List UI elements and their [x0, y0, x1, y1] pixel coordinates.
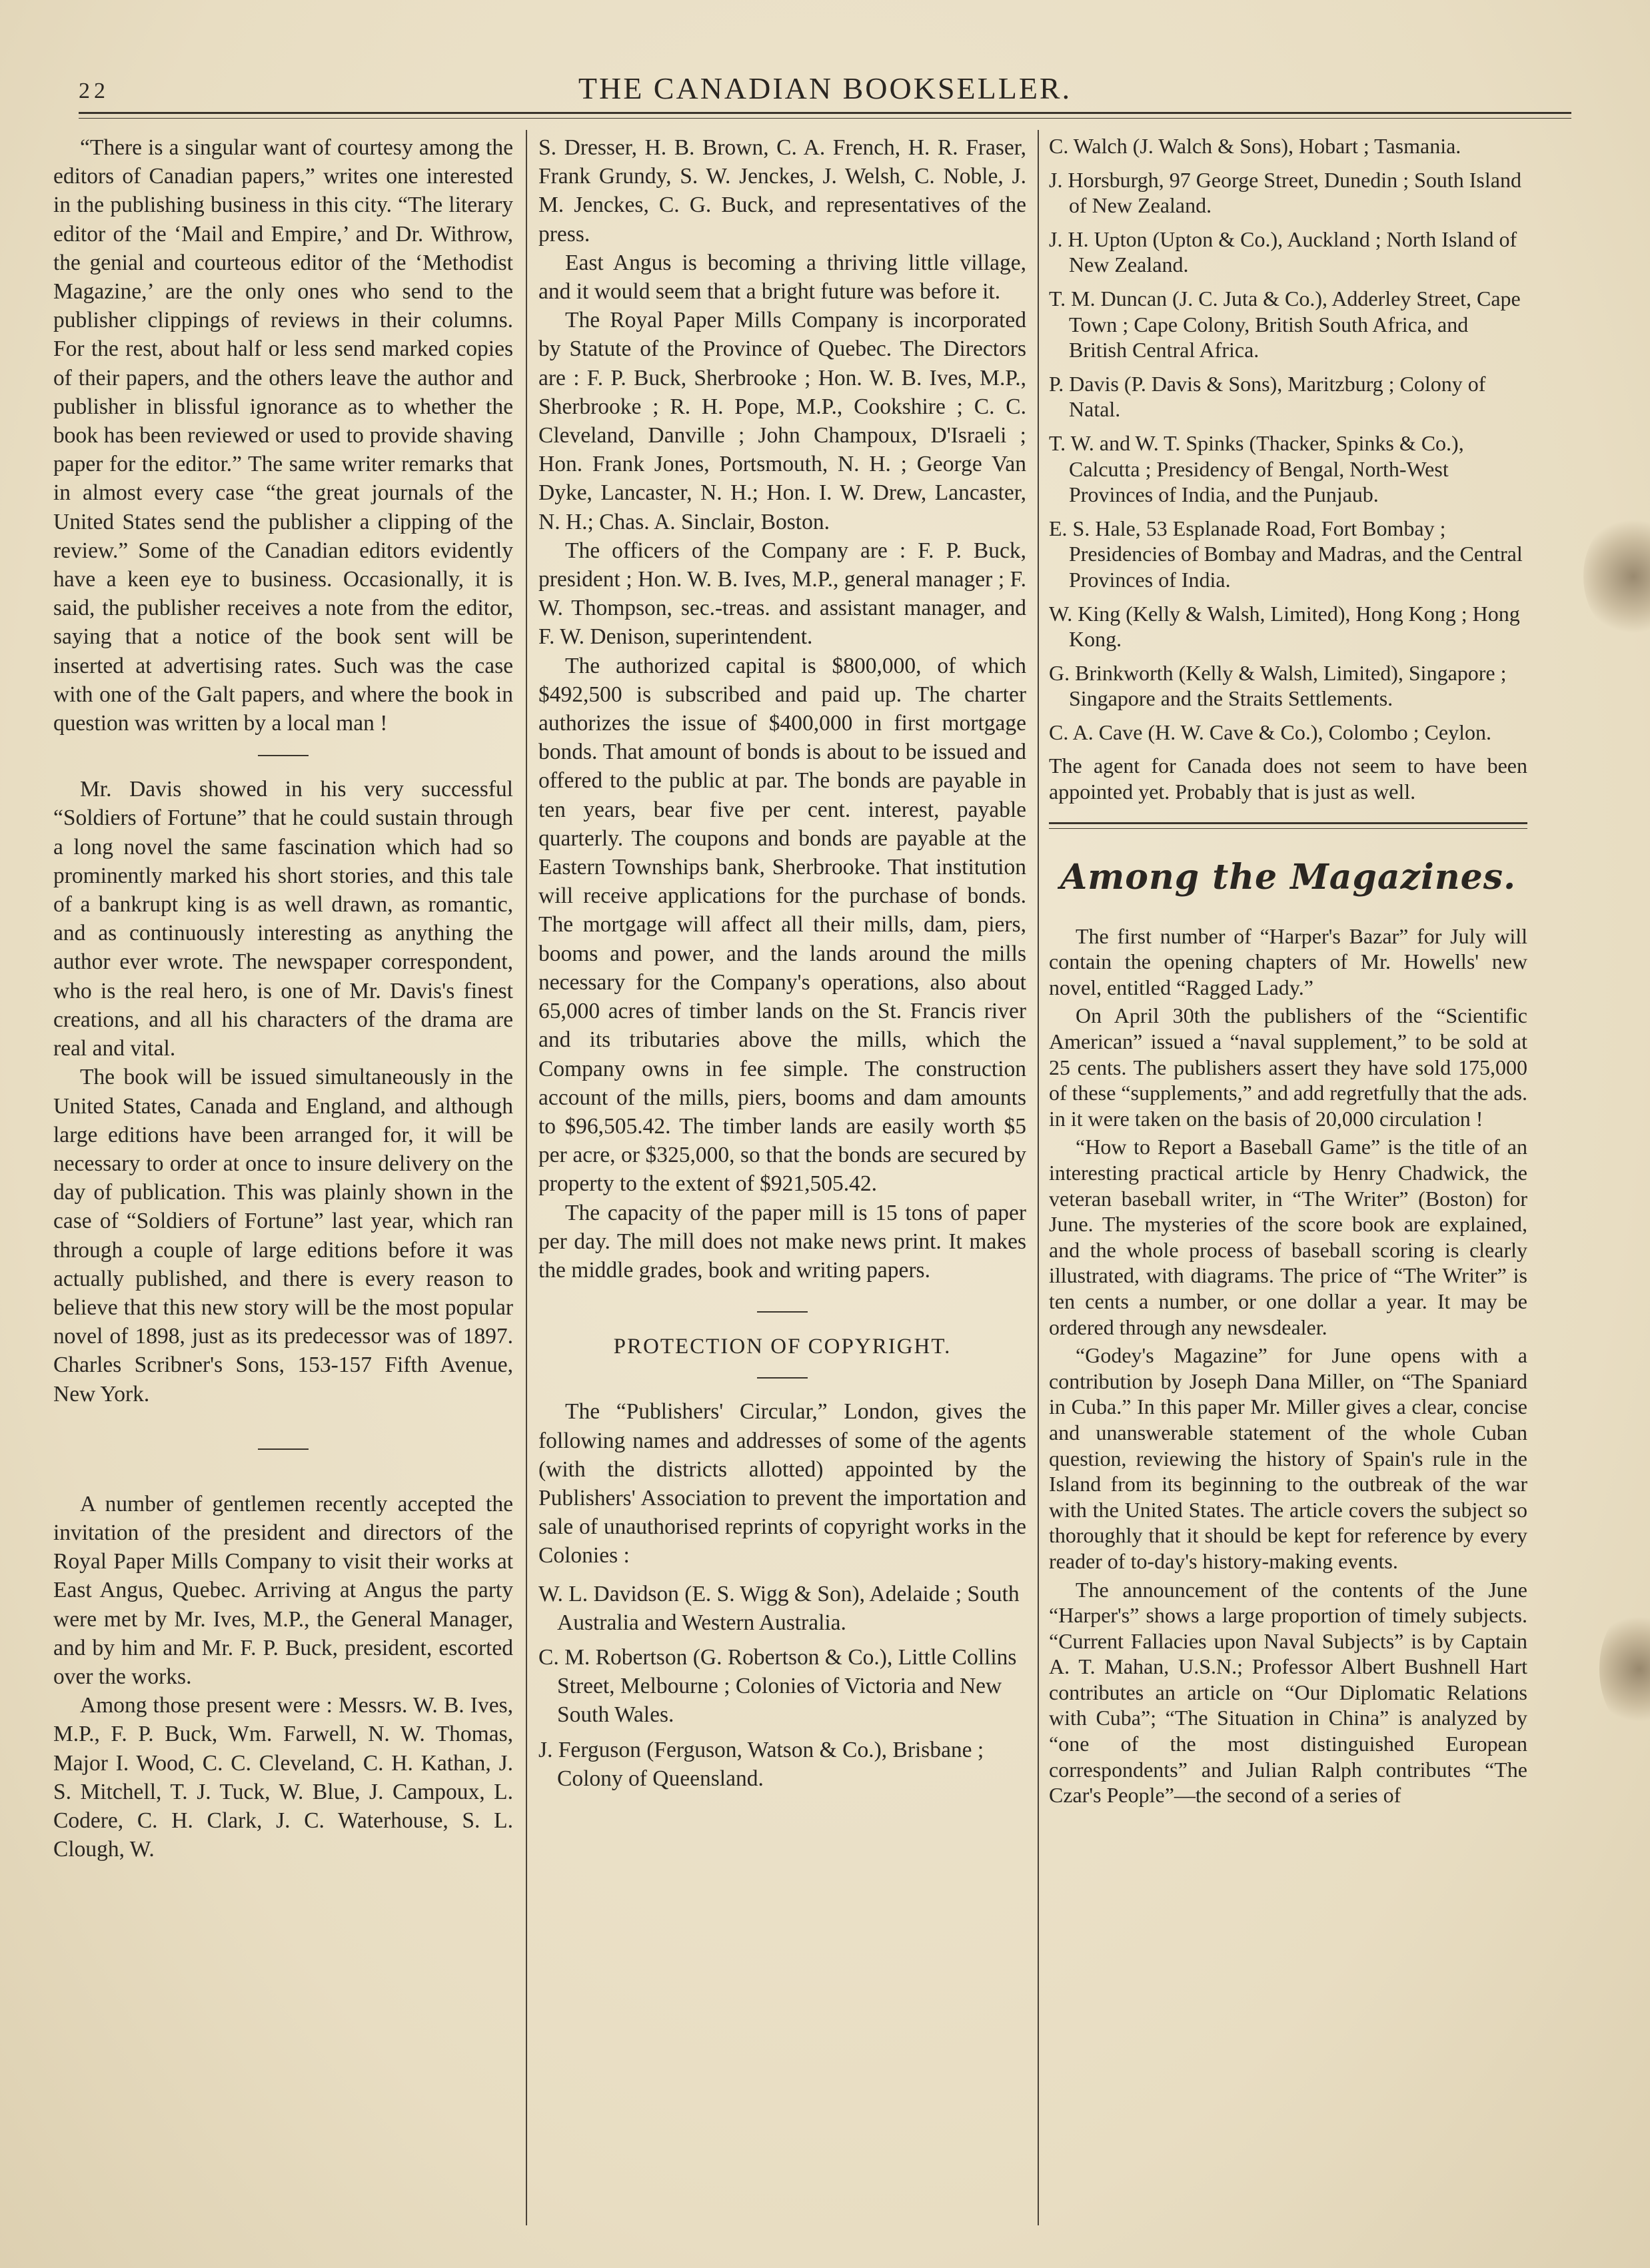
section-title-copyright: PROTECTION OF COPYRIGHT.	[613, 1335, 952, 1359]
paragraph: East Angus is becoming a thriving little village, and it would seem that a bright future was before it.	[538, 250, 1026, 304]
paragraph: The officers of the Company are : F. P. Buck, president ; Hon. W. B. Ives, M.P., general manager ; F. W. Thompson, sec.-treas. and assistant manager, and F. W. Denison, superintendent.	[538, 538, 1026, 650]
agent-entry: P. Davis (P. Davis & Sons), Maritzburg ; Colony of Natal.	[1049, 371, 1486, 422]
agent-entry: J. H. Upton (Upton & Co.), Auckland ; North Island of New Zealand.	[1049, 227, 1517, 277]
agent-entry: E. S. Hale, 53 Esplanade Road, Fort Bombay ; Presidencies of Bombay and Madras, and the Central Provinces of India.	[1049, 516, 1523, 592]
paragraph: The “Publishers' Circular,” London, gives the following names and addresses of some of the agents (with the districts allotted) appointed by the Publishers' Association to prevent the importation and sale of unauthorised reprints of copyright works in the Colonies :	[538, 1399, 1026, 1568]
paragraph: “How to Report a Baseball Game” is the title of an interesting practical article by Henry Chadwick, the veteran baseball writer, in “The Writer” (Boston) for June. The mysteries of the score book are explained, and the whole process of baseball scoring is clearly illustrated, with diagrams. The price of “The Writer” is ten cents a number, or one dollar a year. It may be ordered through any newsdealer.	[1049, 1135, 1527, 1339]
column-right	[1049, 133, 1527, 2219]
column-middle	[538, 133, 1026, 2219]
agent-entry: T. M. Duncan (J. C. Juta & Co.), Adderley Street, Cape Town ; Cape Colony, British South Africa, and British Central Africa.	[1049, 286, 1521, 362]
paragraph: The Royal Paper Mills Company is incorporated by Statute of the Province of Quebec. The Directors are : F. P. Buck, Sherbrooke ; Hon. W. B. Ives, M.P., Sherbrooke ; R. H. Pope, M.P., Cookshire ; C. C. Cleveland, Danville ; John Champoux, D'Israeli ; Hon. Frank Jones, Portsmouth, N. H. ; George Van Dyke, Lancaster, N. H.; Hon. I. W. Drew, Lancaster, N. H.; Chas. A. Sinclair, Boston.	[538, 308, 1026, 534]
section-rule-thin	[1049, 828, 1527, 829]
paragraph: The authorized capital is $800,000, of which $492,500 is subscribed and paid up. The charter authorizes the issue of $400,000 in first mortgage bonds. That amount of bonds is about to be issued and offered to the public at par. The bonds are payable in ten years, bear five per cent. interest, payable quarterly. The coupons and bonds are payable at the Eastern Townships bank, Sherbrooke. That institution will receive applications for the purchase of bonds. The mortgage will affect all their mills, dam, piers, booms and power, and the lands around the mills necessary for the Company's operations, also about 65,000 acres of timber lands on the St. Francis river and its tributaries above the mills, which the Company owns in fee simple. The construction account of the mills, piers, booms and dam amounts to $96,505.42. The timber lands are easily worth $5 per acre, or $325,000, so that the bonds are secured by property to the extent of $921,505.42.	[538, 653, 1026, 1197]
paragraph: The capacity of the paper mill is 15 tons of paper per day. The mill does not make news print. It makes the middle grades, book and writing papers.	[538, 1200, 1026, 1283]
running-title: THE CANADIAN BOOKSELLER.	[578, 71, 1072, 105]
separator	[258, 755, 309, 756]
column-divider	[526, 130, 527, 2225]
header-rule	[79, 112, 1571, 114]
ink-stain	[1583, 513, 1650, 640]
agent-entry: T. W. and W. T. Spinks (Thacker, Spinks & Co.), Calcutta ; Presidency of Bengal, North-West Provinces of India, and the Punjaub.	[1049, 430, 1464, 507]
paragraph: Mr. Davis showed in his very successful “Soldiers of Fortune” that he could sustain through a long novel the same fascination which had so prominently marked his short stories, and this tale of a bankrupt king is as well drawn, as romantic, and as continuously interesting as anything the author ever wrote. The newspaper correspondent, who is the real hero, is one of Mr. Davis's finest creations, and all his characters of the drama are real and vital.	[53, 777, 513, 1061]
agent-entry: W. L. Davidson (E. S. Wigg & Son), Adelaide ; South Australia and Western Australia.	[538, 1581, 1020, 1635]
separator	[757, 1377, 808, 1379]
paragraph: Among those present were : Messrs. W. B. Ives, M.P., F. P. Buck, Wm. Farwell, N. W. Thomas, Major I. Wood, C. C. Cleveland, C. H. Kathan, J. S. Mitchell, T. J. Tuck, W. Blue, J. Campoux, L. Codere, C. H. Clark, J. C. Waterhouse, S. L. Clough, W.	[53, 1693, 513, 1862]
paragraph: “Godey's Magazine” for June opens with a contribution by Joseph Dana Miller, on “The Spaniard in Cuba.” In this paper Mr. Miller gives a clear, concise and unanswerable statement of the whole Cuban question, reviewing the history of Spain's rule in the Island from its beginning to the outbreak of the war with the United States. The article covers the subject so thoroughly that it should be kept for reference by every reader of to-day's history-making events.	[1049, 1343, 1527, 1573]
paragraph: S. Dresser, H. B. Brown, C. A. French, H. R. Fraser, Frank Grundy, S. W. Jenckes, J. Welsh, C. Noble, J. M. Jenckes, C. G. Buck, and representatives of the press.	[538, 135, 1026, 247]
agent-entry: W. King (Kelly & Walsh, Limited), Hong Kong ; Hong Kong.	[1049, 601, 1520, 652]
paragraph: A number of gentlemen recently accepted the invitation of the president and directors of the Royal Paper Mills Company to visit their works at East Angus, Quebec. Arriving at Angus the party were met by Mr. Ives, M.P., the General Manager, and by him and Mr. F. P. Buck, president, escorted over the works.	[53, 1491, 513, 1689]
column-left	[53, 133, 513, 2219]
paragraph: The agent for Canada does not seem to have been appointed yet. Probably that is just as well.	[1049, 754, 1527, 804]
agent-entry: C. M. Robertson (G. Robertson & Co.), Little Collins Street, Melbourne ; Colonies of Victoria and New South Wales.	[538, 1644, 1017, 1728]
agent-entry: J. Ferguson (Ferguson, Watson & Co.), Brisbane ; Colony of Queensland.	[538, 1737, 984, 1791]
paragraph: The first number of “Harper's Bazar” for July will contain the opening chapters of Mr. Howells' new novel, entitled “Ragged Lady.”	[1049, 923, 1527, 999]
separator	[757, 1311, 808, 1313]
page-number: 22	[79, 79, 109, 103]
agent-entry: C. A. Cave (H. W. Cave & Co.), Colombo ; Ceylon.	[1049, 720, 1491, 744]
paragraph: “There is a singular want of courtesy among the editors of Canadian papers,” writes one interested in the publishing business in this city. “The literary editor of the ‘Mail and Empire,’ and Dr. Withrow, the genial and courteous editor of the ‘Methodist Magazine,’ are the only ones who send to the publisher clippings of reviews in their columns. For the rest, about half or less send marked copies of their papers, and the others leave the author and publisher in blissful ignorance as to whether the book has been reviewed or used to provide shaving paper for the editor.” The same writer remarks that in almost every case “the great journals of the United States send the publisher a clipping of the review.” Some of the Canadian editors evidently have a keen eye to business. Occasionally, it is said, the publisher receives a note from the editor, saying that a notice of the book sent will be inserted at advertising rates. Such was the case with one of the Galt papers, and where the book in question was written by a local man !	[53, 135, 513, 736]
separator	[258, 1448, 309, 1450]
paragraph: The announcement of the contents of the June “Harper's” shows a large proportion of timely subjects. “Current Fallacies upon Naval Subjects” is by Captain A. T. Mahan, U.S.N.; Professor Albert Bushnell Hart contributes an article on “Our Diplomatic Relations with Cuba”; “The Situation in China” is analyzed by “one of the most distinguished European correspondents” and Julian Ralph contributes “The Czar's People”—the second of a series of	[1049, 1577, 1527, 1808]
page-header	[79, 67, 1571, 107]
section-title-magazines: Among the Magazines.	[1060, 856, 1517, 897]
agent-entry: J. Horsburgh, 97 George Street, Dunedin ; South Island of New Zealand.	[1049, 167, 1521, 218]
paragraph: On April 30th the publishers of the “Scientific American” issued a “naval supplement,” to be sold at 25 cents. The publishers assert they have sold 175,000 of these “supplements,” and add regretfully that the ads. in it were taken on the basis of 20,000 circulation !	[1049, 1003, 1527, 1131]
column-divider	[1038, 130, 1039, 2225]
agent-entry: G. Brinkworth (Kelly & Walsh, Limited), Singapore ; Singapore and the Straits Settlements.	[1049, 660, 1507, 711]
section-rule	[1049, 822, 1527, 824]
agent-entry: C. Walch (J. Walch & Sons), Hobart ; Tasmania.	[1049, 134, 1461, 158]
header-rule-thin	[79, 118, 1571, 119]
paragraph: The book will be issued simultaneously in the United States, Canada and England, and although large editions have been arranged for, it will be necessary to order at once to insure delivery on the day of publication. This was plainly shown in the case of “Soldiers of Fortune” last year, which ran through a couple of large editions before it was actually published, and there is every reason to believe that this new story will be the most popular novel of 1898, just as its predecessor was of 1897. Charles Scribner's Sons, 153-157 Fifth Avenue, New York.	[53, 1065, 513, 1407]
ink-stain	[1599, 1606, 1650, 1732]
